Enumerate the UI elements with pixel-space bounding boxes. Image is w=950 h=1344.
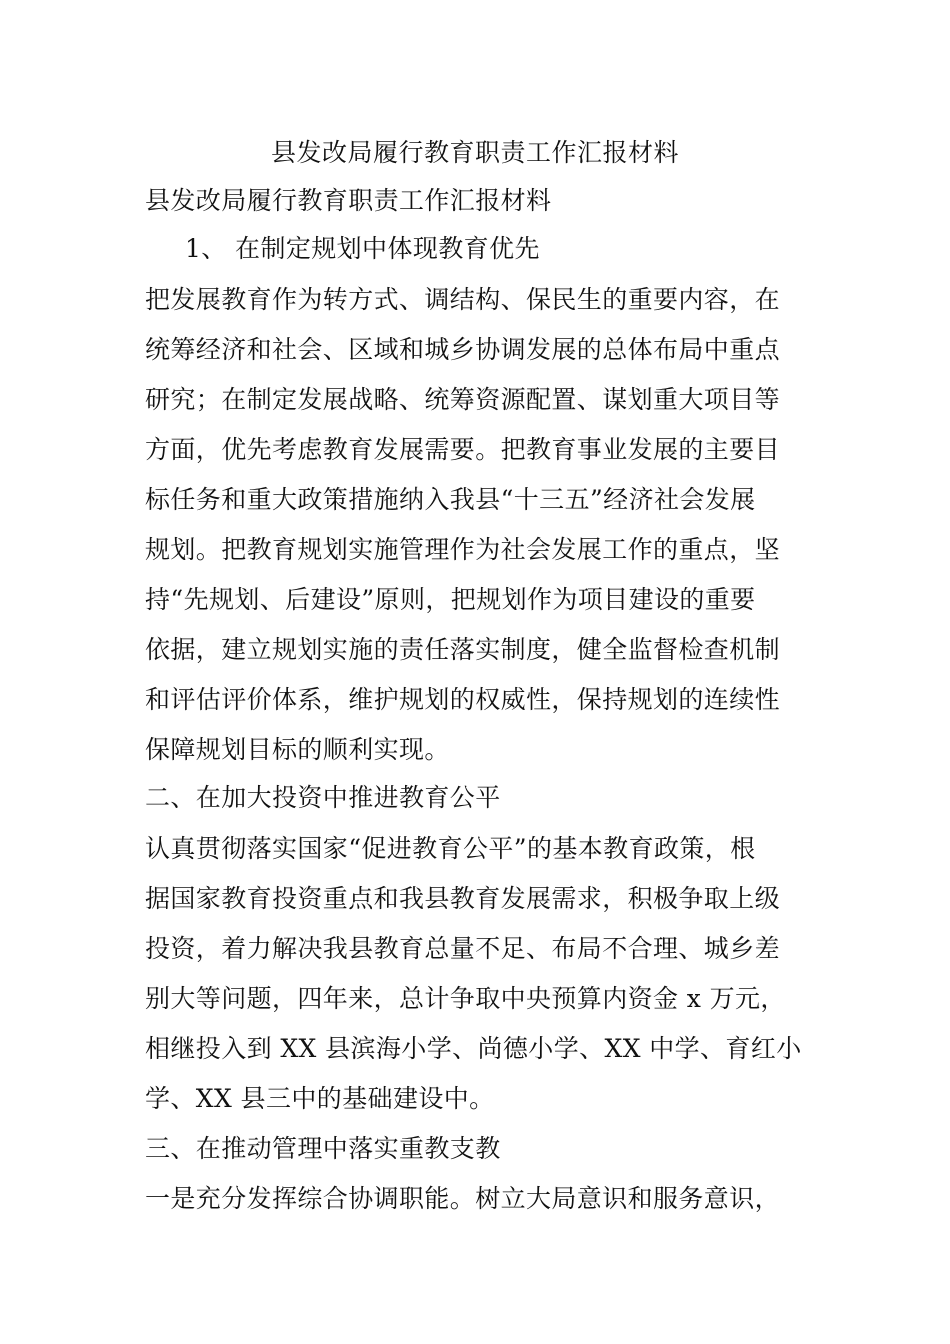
paragraph-line: 相继投入到 XX 县滨海小学、尚德小学、XX 中学、育红小 — [145, 1034, 802, 1063]
paragraph-line: 学、XX 县三中的基础建设中。 — [145, 1084, 495, 1113]
paragraph-line: 投资，着力解决我县教育总量不足、布局不合理、城乡差 — [145, 934, 781, 963]
paragraph-line: 依据，建立规划实施的责任落实制度，健全监督检查机制 — [145, 635, 781, 664]
paragraph-line: 方面，优先考虑教育发展需要。把教育事业发展的主要目 — [145, 435, 781, 464]
paragraph-line: 一是充分发挥综合协调职能。树立大局意识和服务意识， — [145, 1184, 781, 1213]
section-heading-1: 1、 在制定规划中体现教育优先 — [185, 234, 540, 263]
paragraph-line: 认真贯彻落实国家“促进教育公平”的基本教育政策，根 — [145, 834, 756, 863]
paragraph-line: 统筹经济和社会、区域和城乡协调发展的总体布局中重点 — [145, 335, 781, 364]
paragraph-line: 研究；在制定发展战略、统筹资源配置、谋划重大项目等 — [145, 385, 781, 414]
paragraph-line: 保障规划目标的顺利实现。 — [145, 735, 450, 764]
document-title: 县发改局履行教育职责工作汇报材料 — [270, 138, 679, 167]
paragraph-line: 标任务和重大政策措施纳入我县“十三五”经济社会发展 — [145, 485, 756, 514]
paragraph-line: 据国家教育投资重点和我县教育发展需求，积极争取上级 — [145, 884, 781, 913]
paragraph-line: 持“先规划、后建设”原则，把规划作为项目建设的重要 — [145, 585, 756, 614]
paragraph-line: 和评估评价体系，维护规划的权威性，保持规划的连续性 — [145, 685, 781, 714]
paragraph-line: 规划。把教育规划实施管理作为社会发展工作的重点，坚 — [145, 535, 781, 564]
section-heading-2: 二、在加大投资中推进教育公平 — [145, 783, 501, 812]
section-heading-3: 三、在推动管理中落实重教支教 — [145, 1134, 501, 1163]
subtitle-line: 县发改局履行教育职责工作汇报材料 — [145, 186, 552, 215]
paragraph-line: 把发展教育作为转方式、调结构、保民生的重要内容，在 — [145, 285, 781, 314]
paragraph-line: 别大等问题，四年来，总计争取中央预算内资金 x 万元， — [145, 984, 786, 1013]
